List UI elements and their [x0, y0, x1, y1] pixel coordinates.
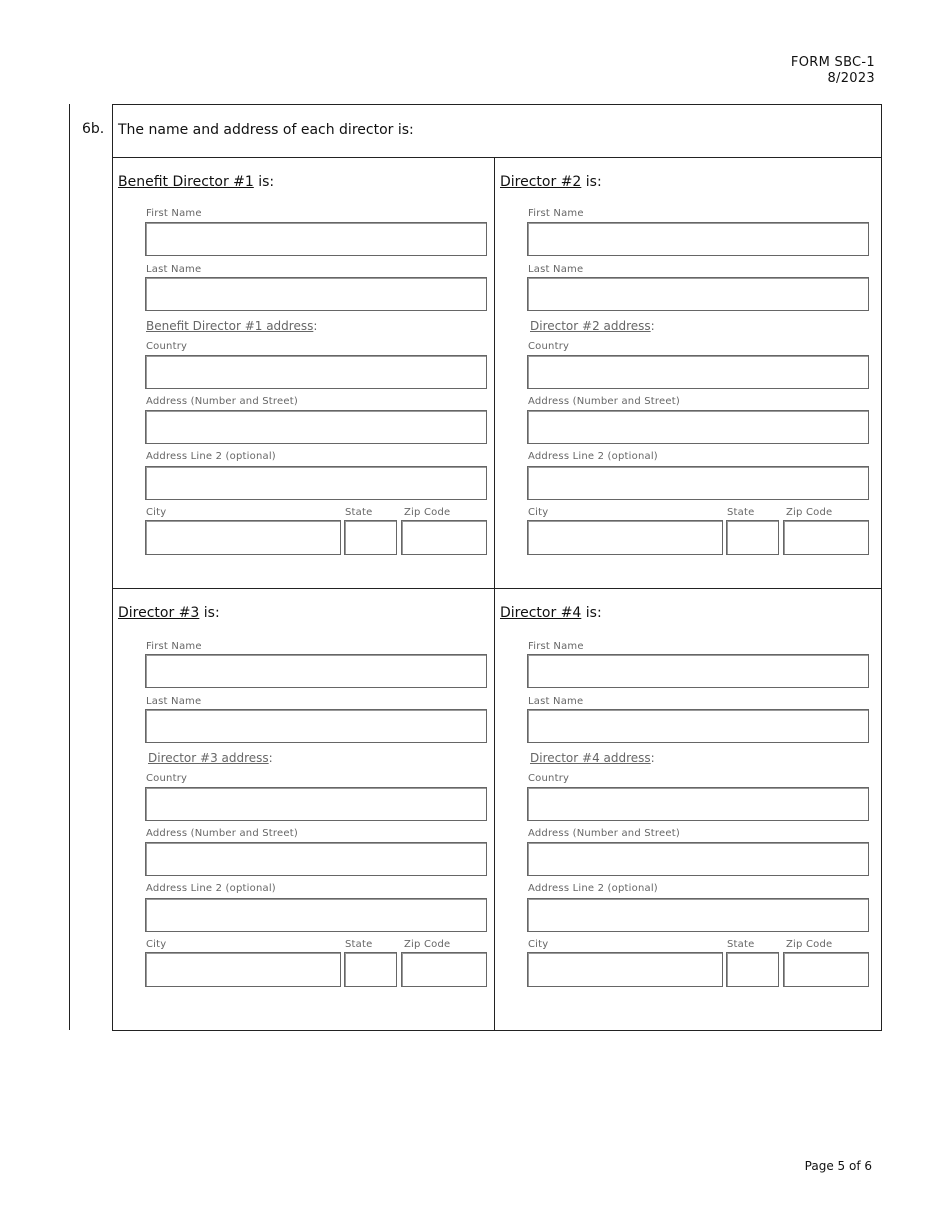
director-4-title	[500, 605, 602, 621]
director-2-cell	[495, 158, 876, 588]
director-2-country-field[interactable]	[527, 355, 869, 389]
director-2-last-name-field[interactable]	[527, 277, 869, 311]
director-3-address-field[interactable]	[145, 842, 487, 876]
director-4-last-name-label: Last Name	[528, 696, 584, 707]
director-2-first-name-label: First Name	[528, 208, 584, 219]
director-4-title-suffix: is:	[581, 605, 602, 621]
page-number: Page 5 of 6	[804, 1159, 872, 1173]
director-2-address2-field[interactable]	[527, 466, 869, 500]
director-1-first-name-field[interactable]	[145, 222, 487, 256]
director-3-zip-field[interactable]	[401, 952, 487, 987]
director-2-state-field[interactable]	[726, 520, 779, 555]
director-4-first-name-label: First Name	[528, 641, 584, 652]
director-1-zip-field[interactable]	[401, 520, 487, 555]
director-2-zip-field[interactable]	[783, 520, 869, 555]
director-4-address-heading-text: Director #4 address	[530, 751, 651, 765]
director-3-last-name-label: Last Name	[146, 696, 202, 707]
form-date: 8/2023	[827, 71, 875, 86]
director-1-state-field[interactable]	[344, 520, 397, 555]
director-2-last-name-label: Last Name	[528, 264, 584, 275]
director-4-state-label: State	[727, 939, 755, 950]
director-3-title-name: Director #3	[118, 605, 200, 621]
director-1-address2-field[interactable]	[145, 466, 487, 500]
director-2-country-label: Country	[528, 341, 570, 352]
director-2-address-heading	[530, 319, 655, 333]
director-3-title-suffix: is:	[199, 605, 220, 621]
director-1-zip-label: Zip Code	[404, 507, 451, 518]
director-2-address-field[interactable]	[527, 410, 869, 444]
director-3-country-field[interactable]	[145, 787, 487, 821]
director-4-state-field[interactable]	[726, 952, 779, 987]
director-3-state-field[interactable]	[344, 952, 397, 987]
director-2-first-name-field[interactable]	[527, 222, 869, 256]
director-1-country-field[interactable]	[145, 355, 487, 389]
director-2-title-suffix: is:	[581, 174, 602, 190]
director-1-title-name: Benefit Director #1	[118, 174, 254, 190]
director-2-address-label: Address (Number and Street)	[528, 396, 680, 407]
director-4-zip-label: Zip Code	[786, 939, 833, 950]
director-4-cell	[495, 589, 876, 1030]
director-3-address-heading	[148, 751, 273, 765]
director-3-last-name-field[interactable]	[145, 709, 487, 743]
director-3-city-field[interactable]	[145, 952, 341, 987]
form-header	[791, 55, 875, 87]
director-1-address-heading-text: Benefit Director #1 address	[146, 319, 314, 333]
director-4-address2-field[interactable]	[527, 898, 869, 932]
director-1-address-field[interactable]	[145, 410, 487, 444]
director-3-cell	[113, 589, 494, 1030]
director-1-address2-label: Address Line 2 (optional)	[146, 451, 276, 462]
director-4-title-name: Director #4	[500, 605, 582, 621]
director-1-cell	[113, 158, 494, 588]
director-1-country-label: Country	[146, 341, 188, 352]
director-1-city-field[interactable]	[145, 520, 341, 555]
director-3-address2-field[interactable]	[145, 898, 487, 932]
director-4-address-label: Address (Number and Street)	[528, 828, 680, 839]
director-4-first-name-field[interactable]	[527, 654, 869, 688]
director-2-address2-label: Address Line 2 (optional)	[528, 451, 658, 462]
director-2-address-heading-text: Director #2 address	[530, 319, 651, 333]
director-4-address2-label: Address Line 2 (optional)	[528, 883, 658, 894]
director-1-address-heading-colon: :	[313, 319, 318, 333]
director-4-address-heading-colon: :	[650, 751, 655, 765]
director-3-city-label: City	[146, 939, 167, 950]
director-1-city-label: City	[146, 507, 167, 518]
director-4-address-field[interactable]	[527, 842, 869, 876]
director-3-address-heading-colon: :	[268, 751, 273, 765]
director-1-address-label: Address (Number and Street)	[146, 396, 298, 407]
director-2-city-field[interactable]	[527, 520, 723, 555]
director-4-country-field[interactable]	[527, 787, 869, 821]
director-3-first-name-field[interactable]	[145, 654, 487, 688]
director-1-first-name-label: First Name	[146, 208, 202, 219]
intro-row	[113, 105, 881, 158]
director-4-city-label: City	[528, 939, 549, 950]
item-number: 6b.	[82, 121, 105, 137]
director-4-zip-field[interactable]	[783, 952, 869, 987]
director-1-last-name-field[interactable]	[145, 277, 487, 311]
director-2-title-name: Director #2	[500, 174, 582, 190]
form-id: FORM SBC-1	[790, 55, 875, 70]
director-3-state-label: State	[345, 939, 373, 950]
director-4-city-field[interactable]	[527, 952, 723, 987]
director-2-state-label: State	[727, 507, 755, 518]
director-1-title	[118, 174, 274, 190]
director-4-address-heading	[530, 751, 655, 765]
director-3-first-name-label: First Name	[146, 641, 202, 652]
director-4-country-label: Country	[528, 773, 570, 784]
margin-rule	[69, 104, 70, 1030]
director-2-zip-label: Zip Code	[786, 507, 833, 518]
director-3-zip-label: Zip Code	[404, 939, 451, 950]
directors-table	[112, 104, 882, 1031]
director-1-title-suffix: is:	[253, 174, 275, 190]
intro-text: The name and address of each director is:	[118, 122, 414, 138]
director-3-title	[118, 605, 220, 621]
director-3-address-label: Address (Number and Street)	[146, 828, 298, 839]
director-4-last-name-field[interactable]	[527, 709, 869, 743]
director-2-title	[500, 174, 602, 190]
director-2-address-heading-colon: :	[650, 319, 655, 333]
director-1-address-heading	[146, 319, 317, 333]
director-1-state-label: State	[345, 507, 373, 518]
director-2-city-label: City	[528, 507, 549, 518]
director-3-country-label: Country	[146, 773, 188, 784]
director-3-address2-label: Address Line 2 (optional)	[146, 883, 276, 894]
director-3-address-heading-text: Director #3 address	[148, 751, 269, 765]
director-1-last-name-label: Last Name	[146, 264, 202, 275]
